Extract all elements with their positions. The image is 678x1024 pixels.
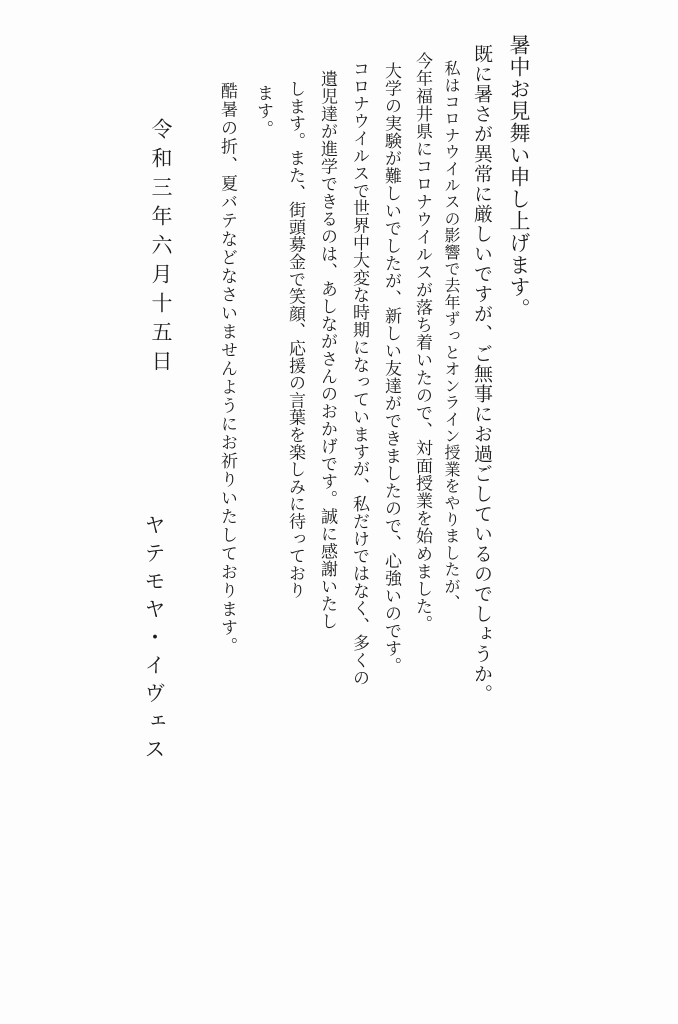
letter-line: 遺児達が進学できるのは、あしながさんのおかげです。誠に感謝いたし [317,70,337,630]
letter-line-closing: 酷暑の折、夏バテなどなさいませんようにお祈りいたしております。 [217,82,237,656]
letter-line: 既に暑さが異常に厳しいですが、ご無事にお過ごしているのでしょうか。 [471,44,493,704]
letter-line: 今年福井県にコロナウイルスが落ち着いたので、対面授業を始めました。 [412,52,432,633]
letter-line: ます。 [253,84,273,138]
letter-line: します。また、街頭募金で笑顔、応援の言葉を楽しみに待っており [285,80,305,599]
letter-signature: ヤテモヤ・イヴェス [142,514,166,766]
letter-date: 令和三年六月十五日 [149,118,173,379]
letter-line: コロナウイルスで世界中大変な時期になっていますが、私だけではなく、多くの [349,60,369,687]
letter-line: 大学の実験が難しいでしたが、新しい友達ができましたので、心強いのです。 [381,62,401,675]
letter-line: 私はコロナウイルスの影響で去年ずっとオンライン授業をやりましたが、 [442,60,461,612]
letter-line-greeting: 暑中お見舞い申し上げます。 [507,34,531,320]
